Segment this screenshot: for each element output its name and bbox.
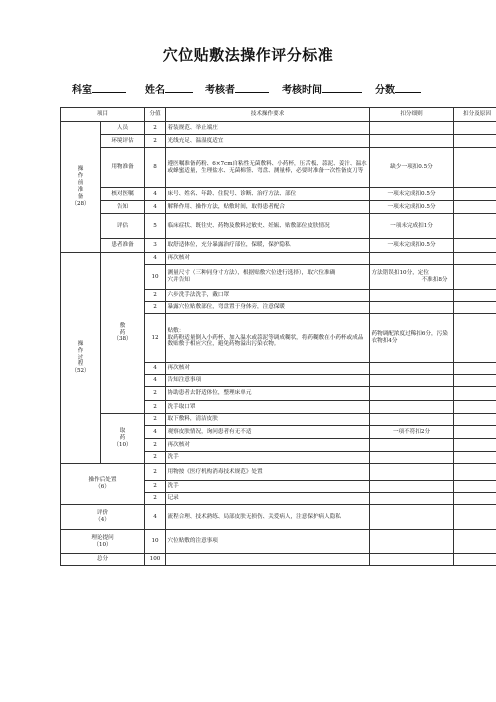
name-blank[interactable]: [165, 83, 193, 93]
reason-cell[interactable]: [454, 148, 496, 188]
table-row: 2 六步洗手法洗手，戴口罩: [61, 290, 496, 302]
after-section-label: 操作后处置 （6）: [61, 464, 145, 505]
reason-cell[interactable]: [454, 290, 496, 302]
name-field: [145, 81, 193, 96]
name-label: 姓名: [145, 85, 165, 96]
total-row: [61, 554, 496, 566]
table-row: 取 药 （10） 2 取下敷料，清洁皮肤: [61, 414, 496, 426]
table-row: 评估 5 临床症状、既往史、药物及敷料过敏史、妊娠、贴敷部位皮肤情况 一项未完成扣1分: [61, 214, 496, 239]
header-deduction: 扣分细则: [370, 108, 454, 122]
dept-field: [72, 81, 126, 96]
header-item: 项目: [61, 108, 145, 122]
reason-cell[interactable]: [454, 122, 496, 135]
table-row: 2 协助患者去舒适体位，整理床单元: [61, 387, 496, 401]
header-reason: 扣分及原因: [454, 108, 496, 122]
reason-cell[interactable]: [454, 493, 496, 505]
header-requirement: 技术操作要求: [166, 108, 370, 122]
reason-cell[interactable]: [454, 253, 496, 265]
header-score: 分值: [145, 108, 166, 122]
document-title: 穴位贴敷法操作评分标准: [162, 46, 334, 64]
reason-cell[interactable]: [454, 481, 496, 493]
table-row: 核对医嘱 4 床号、姓名、年龄、住院号、诊断、治疗方法、部位 一项未完成扣0.5分: [61, 188, 496, 201]
table-row: 环境评估 2 光线充足、温湿度适宜: [61, 135, 496, 148]
reason-cell[interactable]: [454, 439, 496, 452]
apply-subsection-label: 敷 药 （38）: [101, 253, 145, 414]
table-row: 患者准备 3 取舒适体位，充分暴露治疗部位，保暖，保护隐私 一项未完成扣0.5分: [61, 239, 496, 253]
score-table: [60, 107, 496, 566]
examiner-field: [205, 81, 269, 96]
reason-cell[interactable]: [454, 302, 496, 314]
table-row: 评价 （4） 4 流程合理、技术熟练、局部皮肤无损伤、关爱病人，注意保护病人隐私: [61, 505, 496, 530]
score-label: 分数: [375, 85, 395, 96]
table-row: 2 暴露穴位贴敷部位，弯盘置于身体旁，注意保暖: [61, 302, 496, 314]
table-row: 4 观察皮肤情况，询问患者有无不适 一项不符扣2分: [61, 426, 496, 439]
score-field: [375, 81, 421, 96]
table-header-row: [61, 108, 496, 122]
table-row: 操作后处置 （6） 2 用物按《医疗机构消毒技术规范》处置: [61, 464, 496, 481]
total-score: 100: [145, 554, 166, 566]
score-blank[interactable]: [395, 83, 421, 93]
time-label: 考核时间: [282, 85, 322, 96]
reason-cell[interactable]: [454, 426, 496, 439]
reason-cell[interactable]: [454, 530, 496, 554]
reason-cell[interactable]: [454, 265, 496, 290]
reason-cell[interactable]: [454, 401, 496, 414]
reason-cell[interactable]: [454, 554, 496, 566]
reason-cell[interactable]: [454, 363, 496, 375]
table-row: 4 告知注意事项: [61, 375, 496, 387]
reason-cell[interactable]: [454, 505, 496, 530]
reason-cell[interactable]: [454, 239, 496, 253]
reason-cell[interactable]: [454, 314, 496, 363]
table-row: 操 作 过 程 （52） 敷 药 （38） 4 再次核对: [61, 253, 496, 265]
table-row: 2 洗手: [61, 481, 496, 493]
examiner-blank[interactable]: [235, 83, 269, 93]
process-section-label: 操 作 过 程 （52）: [61, 253, 101, 464]
reason-cell[interactable]: [454, 201, 496, 214]
table-row: 2 洗手: [61, 452, 496, 464]
table-row: 12 贴敷： 取药粉适量倒入小药杯，加入温水或蒜泥等调成糊状，将药糊敷在小药杯或成品数贴敷于相应穴位，避免药物溢出污染衣物。 药物调配浓度过稀扣6分，污染衣物扣4分: [61, 314, 496, 363]
reason-cell[interactable]: [454, 214, 496, 239]
reason-cell[interactable]: [454, 387, 496, 401]
table-row: 4 再次核对: [61, 363, 496, 375]
reason-cell[interactable]: [454, 464, 496, 481]
table-row: 操 作 前 准 备 （28） 人员 2 着装规范、举止端庄: [61, 122, 496, 135]
examiner-label: 考核者: [205, 85, 235, 96]
dept-label: 科室: [72, 85, 92, 96]
dept-blank[interactable]: [92, 83, 126, 93]
reason-cell[interactable]: [454, 135, 496, 148]
table-row: 2 洗手取口罩: [61, 401, 496, 414]
time-blank[interactable]: [322, 83, 362, 93]
time-field: [282, 81, 362, 96]
prep-section-label: 操 作 前 准 备 （28）: [61, 122, 101, 253]
reason-cell[interactable]: [454, 414, 496, 426]
theory-section-label: 理论提问 （10）: [61, 530, 145, 554]
table-row: 用物准备 8 遵医嘱准备药粉、6×7cm自粘性无菌敷料、小药杯，压舌板、蒜泥、姜汁、温水或蜂蜜适量，生理盐水、无菌棉签、弯盘、测量棒，必要时准备一次性备皮刀等 缺少一项扣0.5分: [61, 148, 496, 188]
reason-cell[interactable]: [454, 452, 496, 464]
reason-cell[interactable]: [454, 188, 496, 201]
total-label: 总分: [61, 554, 145, 566]
table-row: 10 测量尺寸（三种同身寸方法），根据贴敷穴位进行选择），取穴位准确 穴并告知 方法错误扣10分，定位 不准扣8分: [61, 265, 496, 290]
remove-subsection-label: 取 药 （10）: [101, 414, 145, 464]
table-row: 2 再次核对: [61, 439, 496, 452]
table-row: 理论提问 （10） 10 穴位贴敷的注意事项: [61, 530, 496, 554]
reason-cell[interactable]: [454, 375, 496, 387]
table-row: 2 记录: [61, 493, 496, 505]
table-row: 告知 4 解释作用、操作方法，贴敷时间，取得患者配合 一项未完成扣0.5分: [61, 201, 496, 214]
evaluation-section-label: 评价 （4）: [61, 505, 145, 530]
